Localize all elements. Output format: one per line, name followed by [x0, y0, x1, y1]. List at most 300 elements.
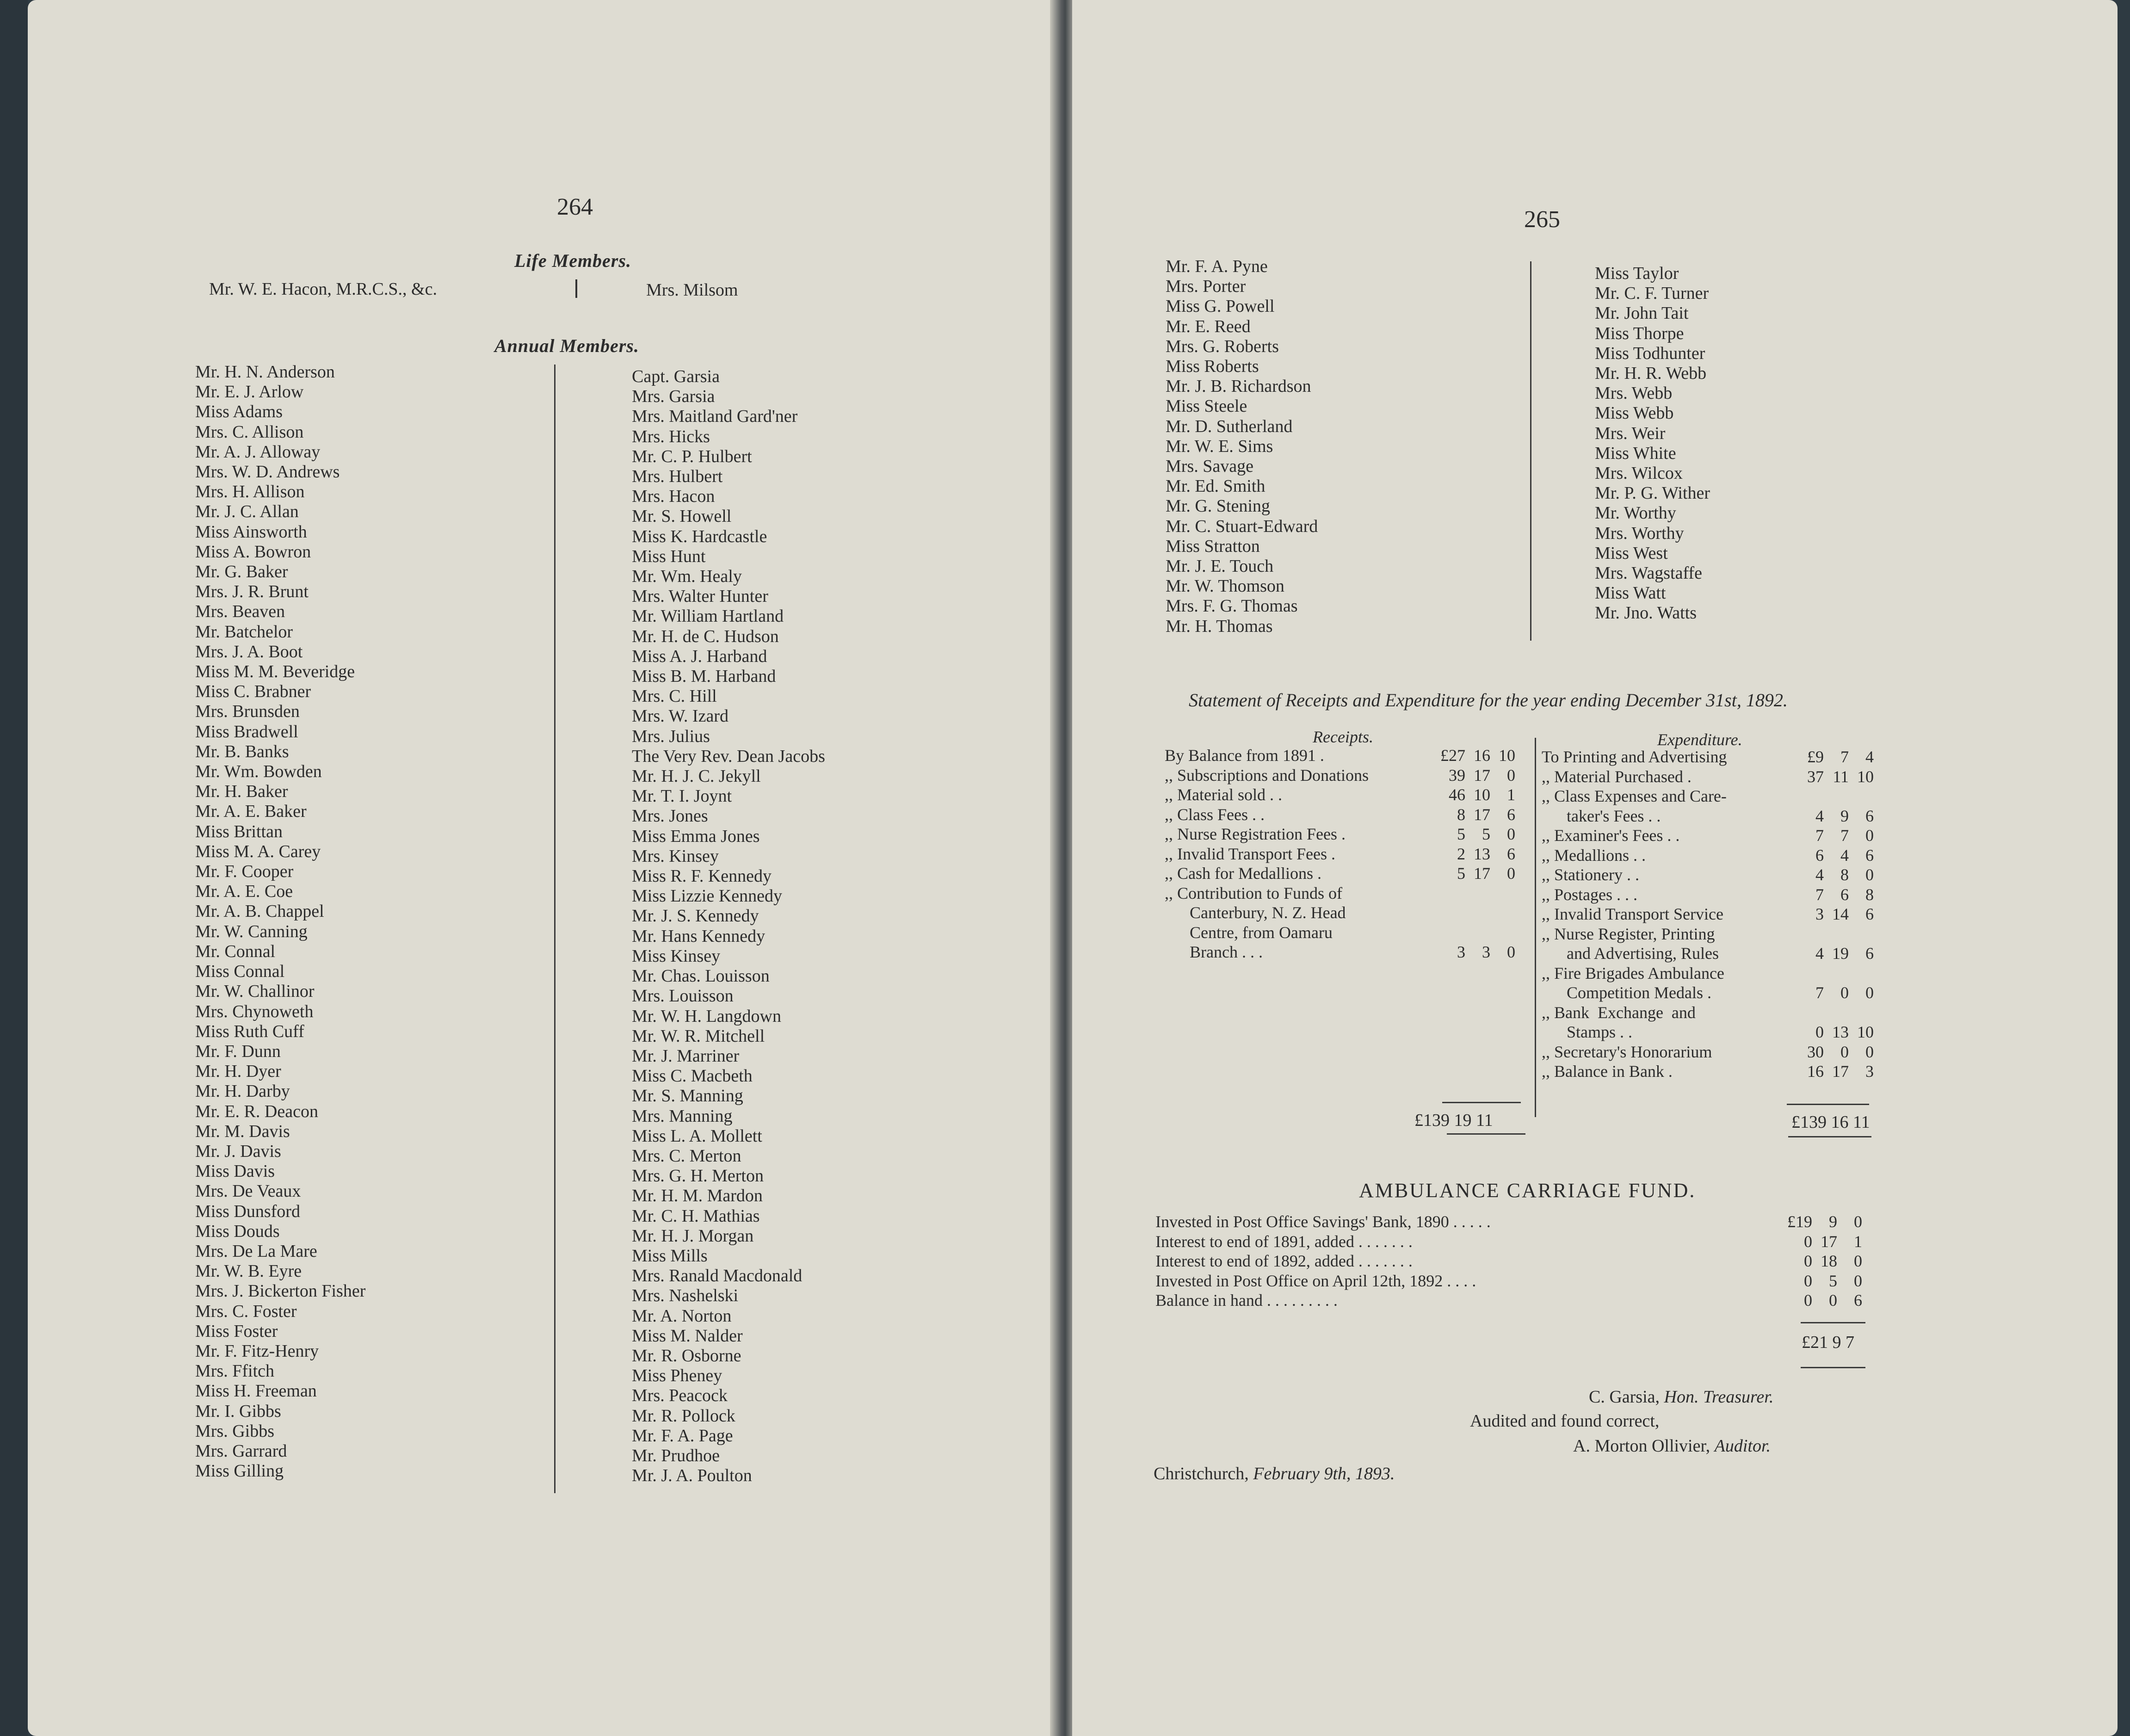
account-row	[1165, 942, 1515, 962]
treasurer-name: C. Garsia,	[1589, 1387, 1660, 1407]
account-row	[1542, 1062, 1874, 1081]
pence	[1849, 964, 1874, 983]
receipts-total: £139 19 11	[1414, 1111, 1493, 1130]
pence: 6	[1865, 905, 1874, 923]
pounds	[1782, 964, 1824, 983]
member-name: Miss C. Macbeth	[632, 1066, 753, 1086]
member-name: Miss A. Bowron	[195, 542, 311, 562]
page-number: 265	[1524, 206, 1560, 233]
shillings: 5	[1829, 1271, 1837, 1290]
shillings: 13	[1832, 1023, 1849, 1041]
account-description: ,, Fire Brigades Ambulance	[1542, 964, 1724, 982]
account-row	[1542, 1003, 1874, 1023]
pence: 3	[1865, 1062, 1874, 1081]
pounds: £19	[1787, 1212, 1812, 1231]
shillings: 7	[1840, 748, 1849, 766]
member-name: Mr. E. J. Arlow	[195, 382, 304, 402]
shillings	[1824, 964, 1849, 983]
treasurer-title: Hon. Treasurer.	[1664, 1387, 1774, 1407]
member-name: Miss Stratton	[1166, 536, 1260, 556]
life-members-heading: Life Members.	[514, 250, 631, 271]
fund-rule-bottom	[1801, 1367, 1865, 1368]
account-description: ,, Balance in Bank .	[1542, 1062, 1677, 1081]
member-name: Mrs. Peacock	[632, 1386, 728, 1406]
pence: 0	[1507, 766, 1515, 785]
pence: 0	[1865, 865, 1874, 884]
member-name: Mr. W. Challinor	[195, 982, 315, 1001]
member-name: Miss C. Brabner	[195, 682, 311, 702]
account-description: ,, Invalid Transport Fees .	[1165, 844, 1340, 863]
member-name: Mrs. C. Allison	[195, 422, 304, 442]
member-name: Mr. J. Marriner	[632, 1046, 740, 1066]
account-description: ,, Material sold . .	[1165, 785, 1286, 804]
shillings: 0	[1840, 983, 1849, 1002]
pounds: 4	[1815, 806, 1824, 825]
shillings	[1824, 786, 1849, 806]
member-name: Mrs. Wagstaffe	[1595, 563, 1702, 583]
pence: 8	[1865, 885, 1874, 904]
pence: 0	[1507, 864, 1515, 883]
member-name: Mr. S. Manning	[632, 1086, 743, 1106]
member-name: Miss Watt	[1595, 583, 1666, 603]
auditor-name: A. Morton Ollivier,	[1573, 1436, 1710, 1456]
account-row	[1165, 785, 1515, 805]
member-name: Mr. H. M. Mardon	[632, 1186, 763, 1206]
pence: 10	[1857, 767, 1874, 786]
member-name: Mr. Connal	[195, 941, 276, 961]
member-name: Miss Thorpe	[1595, 323, 1684, 343]
member-name: Mrs. J. R. Brunt	[195, 582, 309, 602]
member-name: Miss Emma Jones	[632, 826, 760, 846]
place: Christchurch,	[1154, 1464, 1249, 1483]
pounds: 0	[1815, 1023, 1824, 1041]
pence: 6	[1507, 805, 1515, 824]
member-name: Mr. A. B. Chappel	[195, 902, 324, 921]
pounds: 0	[1804, 1232, 1812, 1251]
account-row	[1542, 983, 1874, 1003]
member-name: Mr. R. Pollock	[632, 1406, 735, 1426]
member-name: Mrs. De La Mare	[195, 1241, 317, 1261]
account-description: Balance in hand . . . . . . . . .	[1155, 1291, 1342, 1310]
member-name: Mrs. Worthy	[1595, 523, 1684, 543]
member-name: Mrs. Hacon	[632, 487, 715, 507]
date: February 9th, 1893.	[1253, 1464, 1395, 1483]
member-name: Miss Mills	[632, 1246, 708, 1266]
shillings: 9	[1829, 1212, 1837, 1231]
pence: 0	[1854, 1271, 1862, 1290]
member-name: Mr. B. Banks	[195, 741, 289, 761]
pence: 10	[1499, 746, 1515, 765]
account-description: To Printing and Advertising	[1542, 748, 1727, 766]
expenditure-heading: Expenditure.	[1657, 730, 1742, 749]
account-description: ,, Contribution to Funds of	[1165, 883, 1343, 902]
shillings: 17	[1474, 766, 1490, 785]
pence	[1490, 923, 1515, 943]
expenditure-rule	[1787, 1104, 1869, 1105]
member-name: Miss Bradwell	[195, 722, 298, 741]
member-name: Miss Foster	[195, 1321, 278, 1341]
account-description: ,, Invalid Transport Service	[1542, 905, 1723, 923]
pence	[1849, 1003, 1874, 1023]
member-name: Mr. C. H. Mathias	[632, 1206, 760, 1226]
pounds: £27	[1440, 746, 1465, 765]
expenditure-double-rule	[1788, 1136, 1871, 1137]
account-description: Stamps . .	[1542, 1023, 1637, 1041]
receipts-double-rule	[1447, 1133, 1525, 1135]
pence: 0	[1507, 943, 1515, 961]
member-name: Mr. William Hartland	[632, 606, 784, 626]
shillings: 4	[1840, 846, 1849, 865]
member-name: Mrs. H. Allison	[195, 482, 305, 502]
member-name: Miss Webb	[1595, 403, 1674, 423]
account-row	[1155, 1291, 1862, 1310]
pence: 0	[1865, 1042, 1874, 1061]
member-name: Mr. H. Baker	[195, 782, 288, 802]
account-row	[1542, 904, 1874, 924]
member-name: Mr. Prudhoe	[632, 1446, 720, 1465]
pounds: 5	[1457, 825, 1465, 843]
member-name: Mrs. De Veaux	[195, 1181, 301, 1201]
member-name: Mr. J. Davis	[195, 1141, 281, 1161]
shillings	[1824, 924, 1849, 944]
account-description: ,, Postages . . .	[1542, 885, 1642, 904]
member-name: Mrs. Maitland Gard'ner	[632, 407, 798, 426]
member-name: Mr. Wm. Healy	[632, 567, 742, 587]
account-row	[1165, 766, 1515, 785]
shillings: 16	[1474, 746, 1490, 765]
pounds	[1424, 923, 1465, 943]
member-name: Mrs. Nashelski	[632, 1286, 739, 1306]
shillings: 17	[1474, 805, 1490, 824]
member-name: Miss A. J. Harband	[632, 646, 767, 666]
account-description: ,, Secretary's Honorarium	[1542, 1042, 1712, 1061]
member-name: Mrs. Ffitch	[195, 1361, 274, 1381]
member-name: Mr. R. Osborne	[632, 1346, 741, 1365]
member-name: Miss White	[1595, 443, 1676, 463]
member-name: Mr. H. R. Webb	[1595, 364, 1707, 383]
member-name: Mrs. G. Roberts	[1166, 336, 1279, 356]
member-name: Mr. H. Thomas	[1166, 616, 1273, 636]
pounds: 4	[1815, 944, 1824, 963]
member-name: Mr. T. I. Joynt	[632, 786, 732, 806]
expenditure-total: £139 16 11	[1791, 1112, 1870, 1132]
account-description: and Advertising, Rules	[1542, 944, 1719, 963]
member-name: Miss Kinsey	[632, 946, 721, 966]
account-description: Competition Medals .	[1542, 983, 1716, 1002]
account-description: Interest to end of 1891, added . . . . . . .	[1155, 1232, 1417, 1251]
member-name: Mr. A. J. Alloway	[195, 442, 321, 462]
account-row	[1165, 883, 1515, 903]
member-name: Mr. W. Canning	[195, 921, 308, 941]
pence: 6	[1854, 1291, 1862, 1310]
pounds: 16	[1807, 1062, 1824, 1081]
pounds: 7	[1815, 885, 1824, 904]
pounds: 5	[1457, 864, 1465, 883]
member-name: Miss Dunsford	[195, 1201, 300, 1221]
member-name: Mr. John Tait	[1595, 303, 1689, 323]
auditor-signature	[1573, 1436, 1771, 1456]
member-name: Mr. J. B. Richardson	[1166, 377, 1311, 396]
pounds: 7	[1815, 983, 1824, 1002]
pounds: 0	[1804, 1252, 1812, 1270]
member-name: Mr. W. E. Sims	[1166, 436, 1273, 456]
pounds: 2	[1457, 844, 1465, 863]
member-name: Miss M. Nalder	[632, 1326, 743, 1346]
member-name: Mr. W. Thomson	[1166, 576, 1284, 596]
shillings	[1824, 1003, 1849, 1023]
account-description: ,, Material Purchased .	[1542, 767, 1696, 786]
account-row	[1155, 1271, 1862, 1291]
member-name: Mrs. Brunsden	[195, 702, 300, 722]
shillings: 10	[1474, 785, 1490, 804]
life-member-right: Mrs. Milsom	[646, 280, 738, 300]
pounds: 4	[1815, 865, 1824, 884]
member-name: Mrs. Hicks	[632, 426, 710, 446]
member-name: Mrs. F. G. Thomas	[1166, 596, 1298, 616]
pounds: 0	[1804, 1291, 1812, 1310]
statement-title: Statement of Receipts and Expenditure for the year ending December 31st, 1892.	[1189, 690, 1788, 710]
fund-table	[1155, 1212, 1862, 1310]
member-name: Miss G. Powell	[1166, 297, 1275, 316]
pence: 4	[1865, 748, 1874, 766]
account-row	[1542, 1022, 1874, 1042]
pence: 1	[1507, 785, 1515, 804]
account-row	[1542, 826, 1874, 846]
account-row	[1165, 923, 1515, 943]
member-name: Mrs. G. H. Merton	[632, 1166, 764, 1186]
pence: 0	[1854, 1212, 1862, 1231]
pounds: 8	[1457, 805, 1465, 824]
receipts-table	[1165, 746, 1515, 962]
account-row	[1542, 924, 1874, 944]
pounds: 3	[1815, 905, 1824, 923]
account-row	[1155, 1212, 1862, 1232]
member-name: Mr. E. R. Deacon	[195, 1101, 318, 1121]
member-name: Mrs. Beaven	[195, 602, 285, 622]
member-column-3	[1166, 257, 1318, 636]
pounds: 7	[1815, 826, 1824, 845]
member-name: Mr. G. Stening	[1166, 496, 1270, 516]
account-row	[1542, 1042, 1874, 1062]
shillings: 17	[1821, 1232, 1837, 1251]
member-name: Mrs. Garsia	[632, 387, 715, 407]
member-name: Mr. A. Norton	[632, 1306, 732, 1326]
member-name: Mrs. Gibbs	[195, 1421, 275, 1441]
account-description: ,, Nurse Register, Printing	[1542, 924, 1715, 943]
pence: 0	[1865, 983, 1874, 1002]
member-name: Mrs. Manning	[632, 1106, 733, 1126]
account-description: Invested in Post Office on April 12th, 1892 . . . .	[1155, 1271, 1481, 1290]
column-divider	[1530, 261, 1531, 641]
account-row	[1542, 767, 1874, 787]
treasurer-signature	[1589, 1387, 1773, 1407]
member-name: Mrs. Garrard	[195, 1441, 287, 1461]
pounds	[1782, 924, 1824, 944]
pence: 6	[1507, 844, 1515, 863]
member-name: Mrs. W. D. Andrews	[195, 462, 340, 482]
shillings: 3	[1482, 943, 1490, 961]
member-name: Miss R. F. Kennedy	[632, 866, 772, 886]
annual-members-heading: Annual Members.	[494, 335, 639, 356]
shillings: 17	[1474, 864, 1490, 883]
account-row	[1165, 864, 1515, 883]
shillings: 18	[1821, 1252, 1837, 1270]
pence	[1490, 903, 1515, 923]
member-name: Mrs. C. Foster	[195, 1301, 297, 1321]
account-description: ,, Medallions . .	[1542, 846, 1650, 865]
member-name: Miss Ruth Cuff	[195, 1021, 304, 1041]
member-name: Mr. H. J. C. Jekyll	[632, 766, 761, 786]
account-row	[1542, 865, 1874, 885]
account-description: ,, Subscriptions and Donations	[1165, 766, 1369, 785]
account-description: ,, Nurse Registration Fees .	[1165, 825, 1350, 843]
member-name: Mr. Worthy	[1595, 503, 1676, 523]
member-name: Miss Brittan	[195, 822, 283, 841]
statement-divider	[1535, 738, 1536, 1117]
place-date-line	[1154, 1464, 1395, 1484]
member-column-2	[632, 367, 825, 1486]
member-name: Mr. Jno. Watts	[1595, 603, 1697, 623]
page-number: 264	[557, 194, 593, 220]
member-name: Mr. Ed. Smith	[1166, 476, 1266, 496]
member-name: Mr. F. A. Page	[632, 1426, 733, 1446]
member-name: Miss M. M. Beveridge	[195, 662, 355, 682]
member-name: Mr. G. Baker	[195, 562, 288, 582]
member-name: Miss Douds	[195, 1221, 280, 1241]
member-name: Miss B. M. Harband	[632, 667, 776, 686]
account-row	[1165, 746, 1515, 766]
account-row	[1165, 844, 1515, 864]
member-name: Mr. C. Stuart-Edward	[1166, 516, 1318, 536]
shillings: 7	[1840, 826, 1849, 845]
account-row	[1542, 806, 1874, 826]
pounds: 0	[1804, 1271, 1812, 1290]
fund-title: AMBULANCE CARRIAGE FUND.	[1359, 1179, 1696, 1202]
member-name: Mr. W. H. Langdown	[632, 1006, 781, 1026]
receipts-rule	[1442, 1102, 1521, 1103]
member-name: Mrs. Julius	[632, 726, 710, 746]
member-name: Mrs. Ranald Macdonald	[632, 1266, 803, 1286]
shillings: 0	[1840, 1042, 1849, 1061]
member-name: Miss M. A. Carey	[195, 841, 321, 861]
member-name: Mrs. Weir	[1595, 423, 1666, 443]
member-name: Miss Todhunter	[1595, 343, 1705, 363]
shillings: 0	[1829, 1291, 1837, 1310]
member-name: Mr. S. Howell	[632, 507, 732, 526]
member-name: Mrs. J. A. Boot	[195, 642, 303, 661]
member-name: Mr. H. N. Anderson	[195, 362, 335, 382]
member-name: Mrs. Jones	[632, 806, 708, 826]
member-name: Mr. F. A. Pyne	[1166, 257, 1268, 276]
member-name: Mr. H. Darby	[195, 1081, 290, 1101]
pence: 10	[1857, 1023, 1874, 1041]
member-name: Mr. M. Davis	[195, 1121, 290, 1141]
receipts-heading: Receipts.	[1313, 728, 1373, 746]
shillings	[1465, 883, 1490, 903]
member-name: Miss Hunt	[632, 546, 706, 566]
shillings: 9	[1840, 806, 1849, 825]
member-name: Miss Connal	[195, 962, 285, 982]
account-description: Branch . . .	[1165, 943, 1267, 961]
account-description: Canterbury, N. Z. Head	[1165, 903, 1346, 922]
pounds: 6	[1815, 846, 1824, 865]
member-name: Miss West	[1595, 543, 1668, 563]
member-name: Mr. W. B. Eyre	[195, 1261, 302, 1281]
pence: 0	[1507, 825, 1515, 843]
account-description: taker's Fees . .	[1542, 806, 1665, 825]
pounds	[1424, 903, 1465, 923]
member-name: Mrs. J. Bickerton Fisher	[195, 1281, 366, 1301]
pounds	[1424, 883, 1465, 903]
life-member-left: Mr. W. E. Hacon, M.R.C.S., &c.	[209, 279, 437, 299]
member-name: Mrs. Webb	[1595, 383, 1673, 403]
scan-background-edge	[0, 0, 28, 1736]
account-description: ,, Cash for Medallions .	[1165, 864, 1326, 883]
member-name: Mrs. Wilcox	[1595, 463, 1683, 483]
member-name: Mr. Wm. Bowden	[195, 762, 322, 782]
account-row	[1165, 805, 1515, 825]
auditor-title: Auditor.	[1714, 1436, 1771, 1456]
member-name: Mrs. Porter	[1166, 277, 1246, 297]
account-description: ,, Class Fees . .	[1165, 805, 1269, 824]
member-name: Mr. F. Dunn	[195, 1041, 281, 1061]
account-row	[1542, 964, 1874, 983]
member-name: Mr. A. E. Baker	[195, 802, 307, 822]
account-row	[1155, 1232, 1862, 1252]
member-name: Mr. I. Gibbs	[195, 1401, 281, 1421]
pounds: 39	[1449, 766, 1465, 785]
member-name: Miss H. Freeman	[195, 1381, 317, 1401]
member-name: Miss Roberts	[1166, 357, 1259, 377]
audited-line: Audited and found correct,	[1470, 1411, 1660, 1431]
account-row	[1542, 747, 1874, 767]
member-name: The Very Rev. Dean Jacobs	[632, 746, 825, 766]
fund-rule	[1801, 1322, 1865, 1323]
member-name: Mr. Hans Kennedy	[632, 926, 766, 946]
member-name: Mrs. Chynoweth	[195, 1001, 314, 1021]
member-name: Mr. P. G. Wither	[1595, 483, 1710, 503]
member-name: Mr. J. S. Kennedy	[632, 906, 759, 926]
member-name: Miss Taylor	[1595, 264, 1679, 283]
member-name: Mr. J. C. Allan	[195, 502, 299, 522]
pence: 6	[1865, 846, 1874, 865]
member-name: Mr. J. E. Touch	[1166, 556, 1274, 576]
member-column-1	[195, 362, 365, 1481]
member-name: Mr. E. Reed	[1166, 316, 1251, 336]
column-divider	[554, 364, 556, 1493]
shillings: 5	[1482, 825, 1490, 843]
shillings: 14	[1832, 905, 1849, 923]
shillings: 19	[1832, 944, 1849, 963]
pence: 6	[1865, 944, 1874, 963]
account-description: ,, Class Expenses and Care-	[1542, 787, 1727, 805]
member-name: Miss Gilling	[195, 1461, 284, 1481]
life-members-divider	[575, 279, 577, 298]
account-description: By Balance from 1891 .	[1165, 746, 1328, 765]
member-name: Mr. D. Sutherland	[1166, 416, 1293, 436]
member-name: Miss Steele	[1166, 396, 1247, 416]
member-name: Mr. F. Fitz-Henry	[195, 1341, 319, 1361]
shillings: 6	[1840, 885, 1849, 904]
expenditure-table	[1542, 747, 1874, 1081]
pence	[1849, 786, 1874, 806]
member-name: Mrs. C. Merton	[632, 1146, 741, 1166]
member-name: Mr. H. Dyer	[195, 1062, 281, 1081]
pence: 1	[1854, 1232, 1862, 1251]
account-row	[1165, 824, 1515, 844]
member-name: Mrs. Kinsey	[632, 846, 719, 866]
member-name: Mr. C. P. Hulbert	[632, 446, 752, 466]
